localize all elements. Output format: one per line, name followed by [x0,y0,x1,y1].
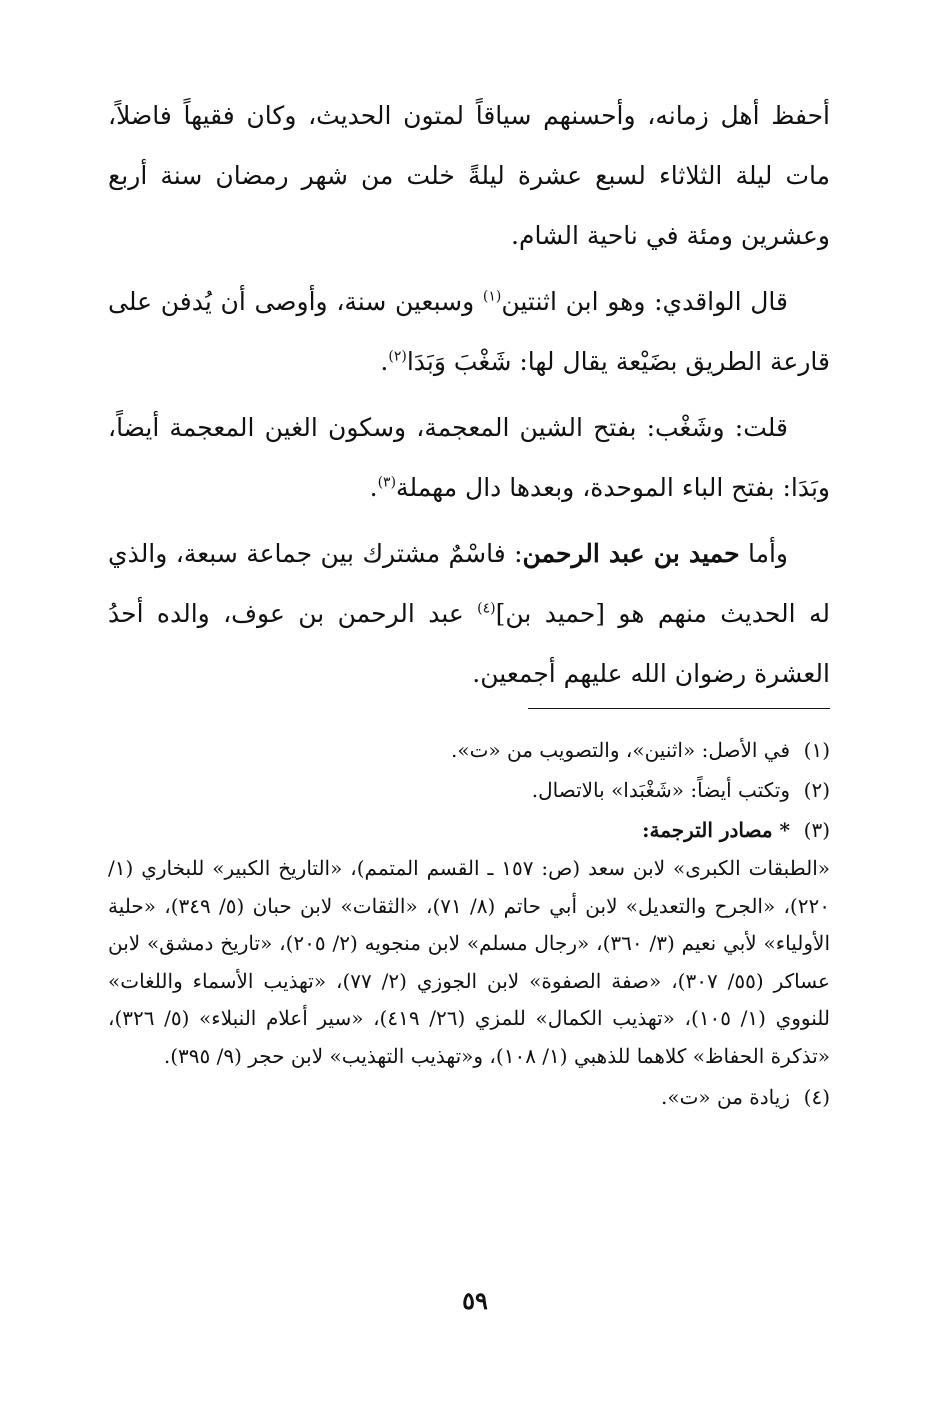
footnotes [108,730,830,1117]
paragraph-4-text-b: عبد الرحمن بن عوف، والده أحدُ العشرة رضوان الله عليهم أجمعين. [108,599,830,688]
paragraph-2-text-a: قال الواقدي: وهو ابن اثنتين [501,287,788,316]
footnote-1-number: (١) [803,738,830,762]
main-text [108,86,830,710]
footnote-ref-4[interactable]: (٤) [477,600,496,617]
paragraph-2-text-b: وسبعين سنة، وأوصى أن يُدفن على قارعة الطريق بضَيْعة يقال لها: شَغْبَ وَبَدَا [108,287,830,376]
footnote-ref-2[interactable]: (٢) [388,348,407,365]
footnote-3-number: (٣) [803,818,830,842]
footnote-ref-1[interactable]: (١) [482,288,502,305]
footnote-4-number: (٤) [803,1085,830,1109]
paragraph-1-text: أحفظ أهل زمانه، وأحسنهم سياقاً لمتون الحديث، وكان فقيهاً فاضلاً، مات ليلة الثلاثاء لسبع عشرة ليلةً خلت من شهر رمضان سنة أربع وعشرين ومئة في ناحية الشام. [108,101,830,250]
paragraph-2-text-c: . [380,347,389,376]
paragraph-4 [108,524,830,704]
paragraph-4-text-a: : فاسْمٌ مشترك بين جماعة سبعة، والذي له الحديث منهم هو [حميد بن] [108,539,830,628]
footnote-4-text: زيادة من «ت». [660,1085,790,1109]
footnote-2-number: (٢) [803,778,830,802]
page-number: ٥٩ [462,1286,488,1315]
footnote-4 [108,1077,830,1117]
paragraph-2 [108,272,830,392]
footnote-divider [528,708,830,709]
paragraph-4-heading-name: حميد بن عبد الرحمن [522,539,740,568]
footnote-2-text: وتكتب أيضاً: «شَغْبَدا» بالاتصال. [531,778,790,802]
footnote-3-heading: * مصادر الترجمة: [642,818,790,842]
paragraph-4-intro: وأما [739,539,789,568]
footnote-1 [108,730,830,770]
footnote-ref-3[interactable]: (٣) [377,474,397,491]
footnote-2 [108,770,830,810]
paragraph-3-text-b: . [369,473,378,502]
footnote-3-sources: «الطبقات الكبرى» لابن سعد (ص: ١٥٧ ـ القسم المتمم)، «التاريخ الكبير» للبخاري (١/ ٢٢٠)، «الجرح والتعديل» لابن أبي حاتم (٨/ ٧١)، «الثقات» لابن حبان (٥/ ٣٤٩)، «حلية الأولياء» لأبي نعيم (٣/ ٣٦٠)، «رجال مسلم» لابن منجويه (٢/ ٢٠٥)، «تاريخ دمشق» لابن عساكر (٥٥/ ٣٠٧)، «صفة الصفوة» لابن الجوزي (٢/ ٧٧)، «تهذيب الأسماء واللغات» للنووي (١/ ١٠٥)، «تهذيب الكمال» للمزي (٢٦/ ٤١٩)، «سير أعلام النبلاء» (٥/ ٣٢٦)، «تذكرة الحفاظ» كلاهما للذهبي (١/ ١٠٨)، و«تهذيب التهذيب» لابن حجر (٩/ ٣٩٥). [108,856,831,1068]
paragraph-3-text-a: قلت: وشَغْب: بفتح الشين المعجمة، وسكون الغين المعجمة أيضاً، وبَدَا: بفتح الباء الموحدة، وبعدها دال مهملة [108,413,830,502]
paragraph-1 [108,86,830,266]
footnote-1-text: في الأصل: «اثنين»، والتصويب من «ت». [450,738,790,762]
footnote-3 [108,810,830,850]
paragraph-3 [108,398,830,518]
